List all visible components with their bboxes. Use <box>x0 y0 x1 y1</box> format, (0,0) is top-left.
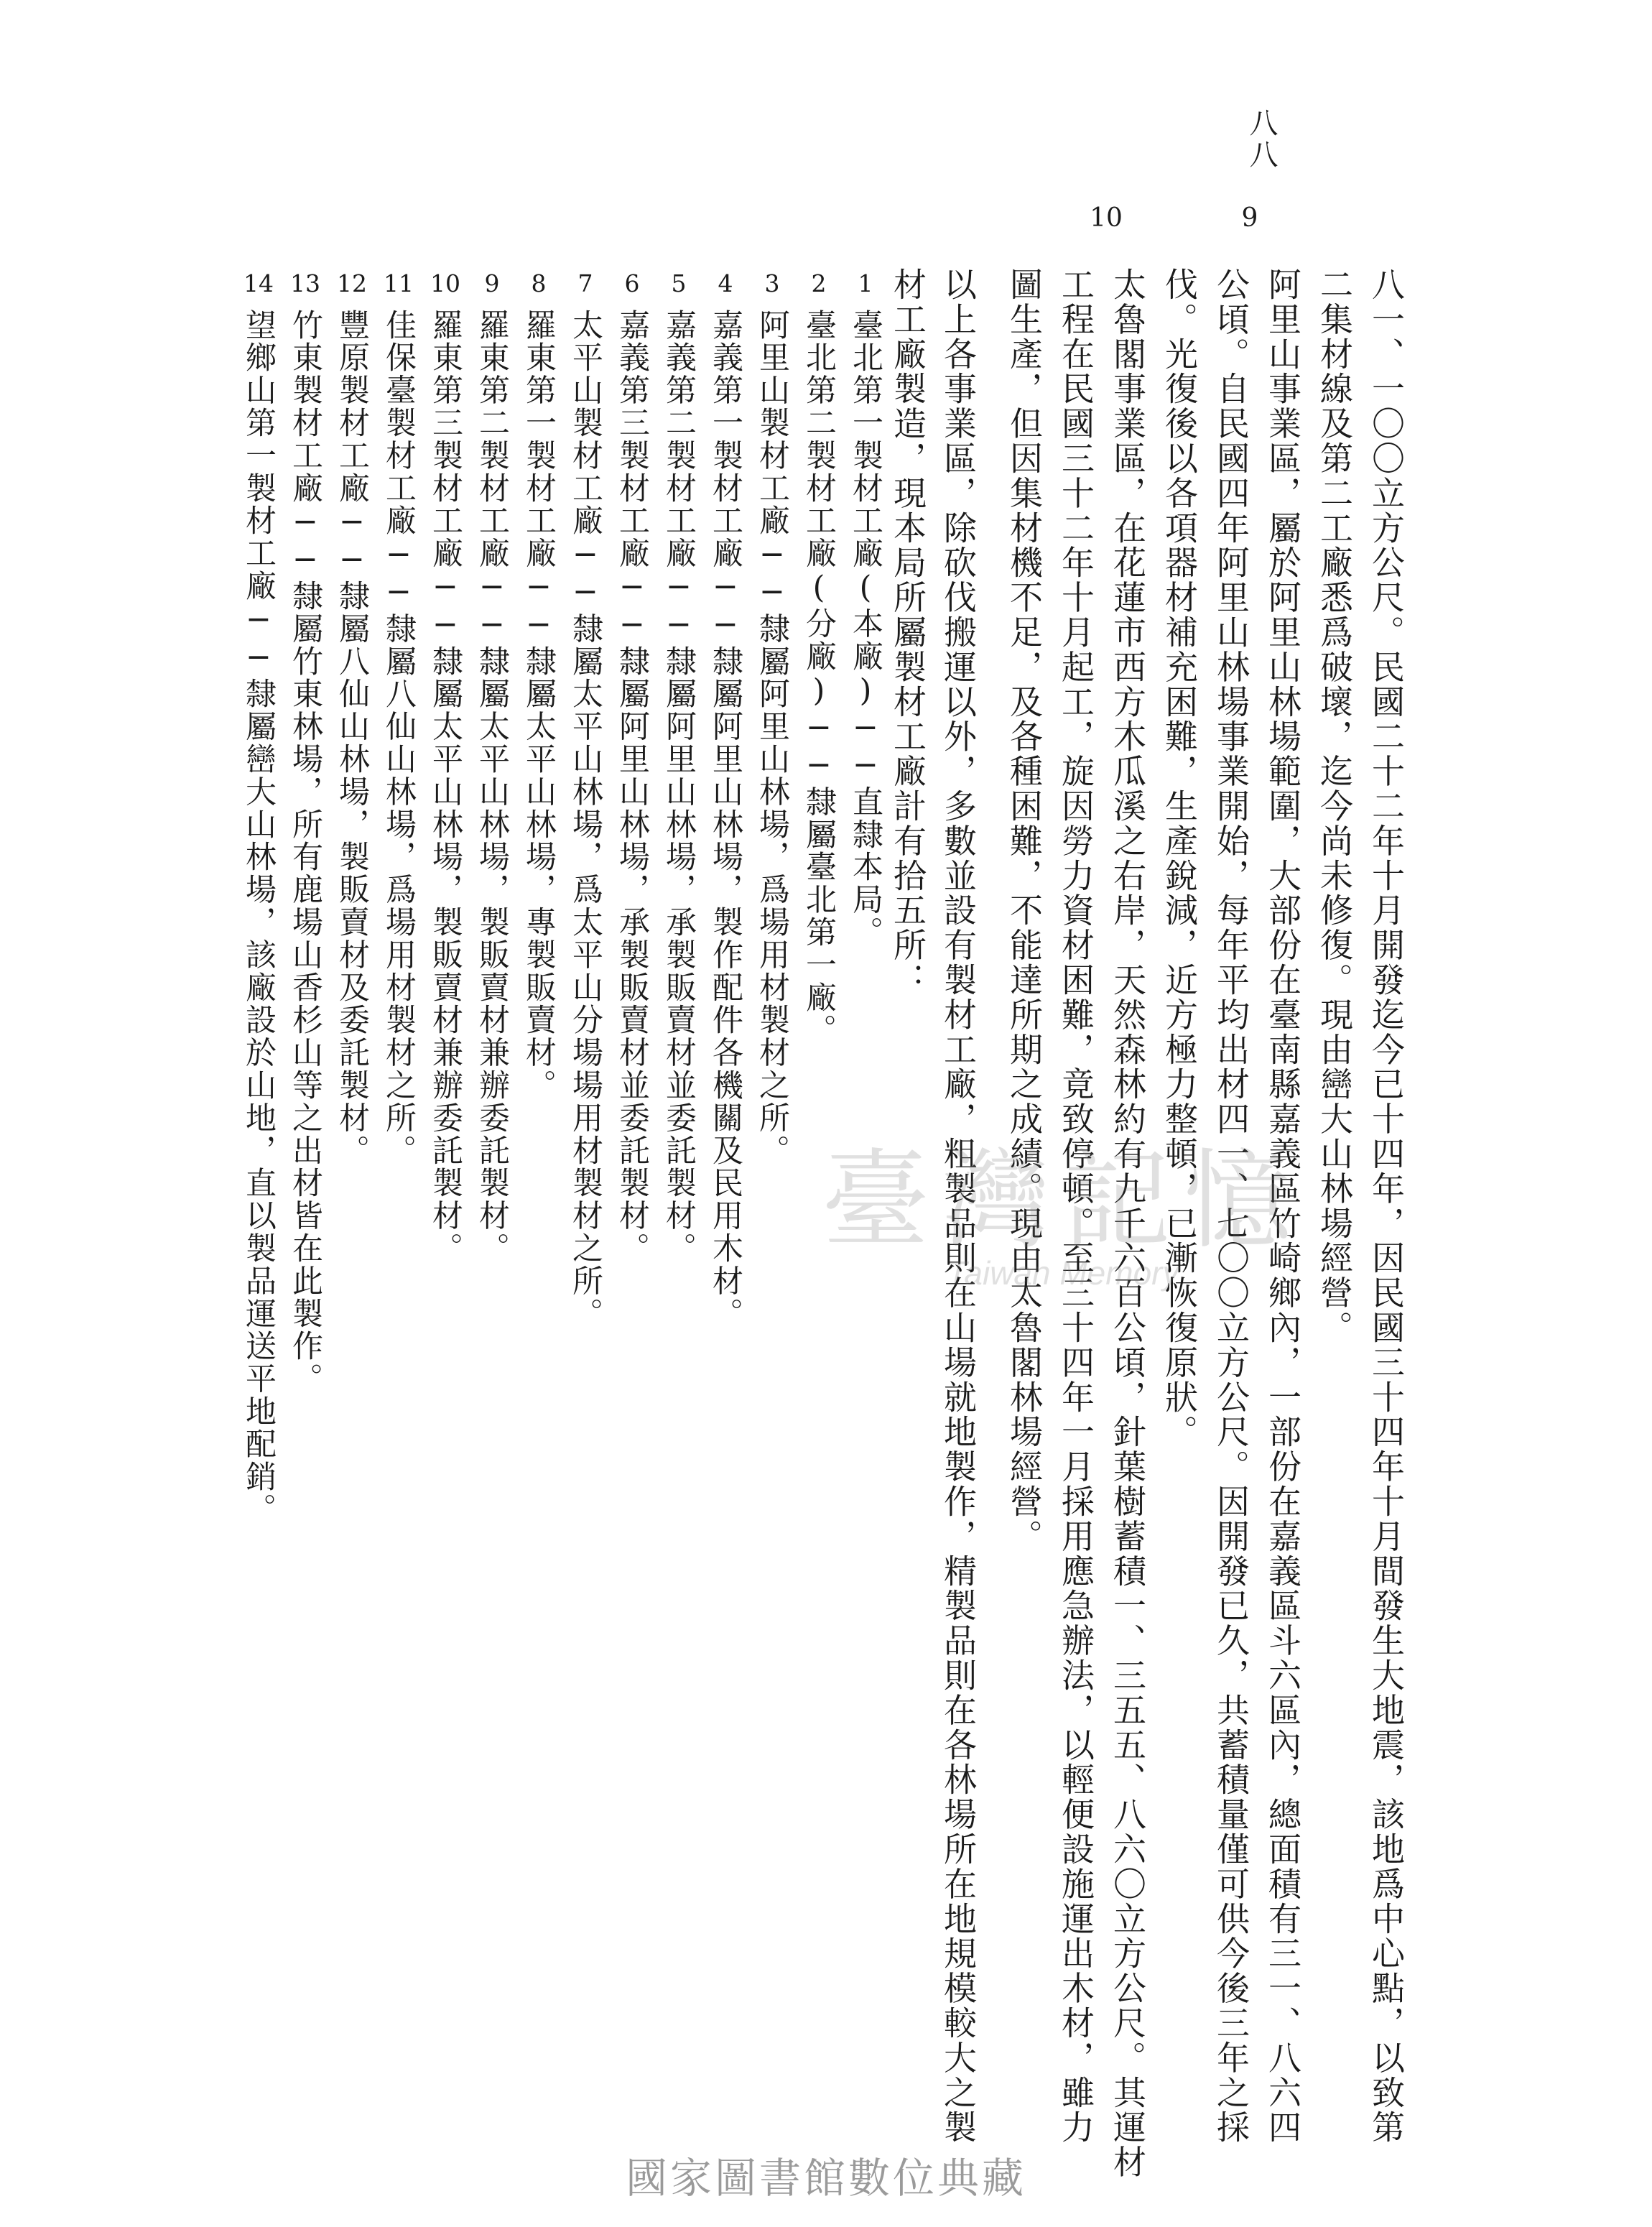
paragraph-line: 八一、一〇〇立方公尺。民國二十二年十月開發迄今已十四年，因民國三十四年十月間發生大地震，該地爲中心點，以致第 <box>1367 267 1406 2145</box>
paragraph-line: 材工廠製造，現本局所屬製材工廠計有拾五所： <box>888 267 927 998</box>
mill-list-item: 臺北第二製材工廠(分廠)──隸屬臺北第一廠。 <box>801 309 837 1047</box>
list-number: 7 <box>577 269 593 297</box>
mill-list-item: 羅東第三製材工廠──隸屬太平山林場，製販賣材兼辦委託製材。 <box>427 309 463 1265</box>
list-number: 6 <box>624 269 640 297</box>
mill-list-item: 豐原製材工廠──隸屬八仙山林場，製販賣材及委託製材。 <box>334 309 370 1167</box>
paragraph-line: 阿里山事業區，屬於阿里山林場範圍，大部份在臺南縣嘉義區竹崎鄉內，一部份在嘉義區斗六區內，總面積有三一、八六四 <box>1263 267 1302 2145</box>
list-number: 5 <box>671 269 687 297</box>
watermark-logo <box>812 1114 1314 1315</box>
list-number: 13 <box>290 269 320 297</box>
page-number: 八八 <box>1245 108 1278 171</box>
list-number: 9 <box>484 269 500 297</box>
paragraph-line: 伐。光復後以各項器材補充困難，生產銳減，近方極力整頓，已漸恢復原狀。 <box>1160 267 1199 1450</box>
mill-list-item: 嘉義第一製材工廠──隸屬阿里山林場，製作配件各機關及民用木材。 <box>707 309 743 1330</box>
margin-line-marker: 9 <box>1241 203 1258 233</box>
mill-list-item: 太平山製材工廠──隸屬太平山林場，爲太平山分場場用材製材之所。 <box>567 309 603 1330</box>
mill-list-item: 嘉義第三製材工廠──隸屬阿里山林場，承製販賣材並委託製材。 <box>614 309 650 1265</box>
paragraph-line: 公頃。自民國四年阿里山林場事業開始，每年平均出材四一、七〇〇立方公尺。因開發已久，共蓄積量僅可供今後三年之採 <box>1212 267 1250 2145</box>
list-number: 4 <box>718 269 733 297</box>
mill-list-item: 羅東第一製材工廠──隸屬太平山林場，專製販賣材。 <box>521 309 557 1102</box>
list-number: 3 <box>764 269 780 297</box>
mill-list-item: 阿里山製材工廠──隸屬阿里山林場，爲場用材製材之所。 <box>754 309 790 1167</box>
mill-list-item: 竹東製材工廠──隸屬竹東林場，所有鹿場山香杉山等之出材皆在此製作。 <box>287 309 323 1396</box>
paragraph-line: 工程在民國三十二年十月起工，旋因勞力資材困難，竟致停頓。至三十四年一月採用應急辦法，以輕便設施運出木材，雖力 <box>1057 267 1095 2145</box>
list-number: 10 <box>430 269 460 297</box>
list-number: 14 <box>243 269 274 297</box>
list-number: 12 <box>337 269 367 297</box>
mill-list-item: 佳保臺製材工廠──隸屬八仙山林場，爲場用材製材之所。 <box>381 309 417 1167</box>
list-number: 11 <box>384 269 414 297</box>
list-number: 8 <box>531 269 547 297</box>
watermark-english: Taiwan Memory <box>947 1254 1179 1292</box>
mill-list-item: 望鄉山第一製材工廠──隸屬巒大山林場，該廠設於山地，直以製品運送平地配銷。 <box>241 309 277 1526</box>
paragraph-line: 圖生產，但因集材機不足，及各種困難，不能達所期之成績。現由太魯閣林場經營。 <box>1005 267 1044 1554</box>
list-number: 2 <box>811 269 827 297</box>
mill-list-item: 嘉義第二製材工廠──隸屬阿里山林場，承製販賣材並委託製材。 <box>661 309 697 1265</box>
mill-list-item: 臺北第一製材工廠(本廠)──直隸本局。 <box>848 309 883 949</box>
paragraph-line: 太魯閣事業區，在花蓮市西方木瓜溪之右岸，天然森林約有九千六百公頃，針葉樹蓄積一、三五五、八六〇立方公尺。其運材 <box>1108 267 1147 2180</box>
mill-list-item: 羅東第二製材工廠──隸屬太平山林場，製販賣材兼辦委託製材。 <box>474 309 510 1265</box>
margin-line-marker: 10 <box>1090 203 1123 233</box>
footer-archive-label: 國家圖書館數位典藏 <box>625 2154 1026 2203</box>
list-number: 1 <box>858 269 873 297</box>
paragraph-line: 以上各事業區，除砍伐搬運以外，多數並設有製材工廠，粗製品則在山場就地製作，精製品則在各林場所在地規模較大之製 <box>939 267 978 2145</box>
watermark-chinese: 臺灣記憶 <box>821 1139 1304 1264</box>
paragraph-line: 二集材線及第二工廠悉爲破壞，迄今尚未修復。現由巒大山林場經營。 <box>1315 267 1354 1346</box>
